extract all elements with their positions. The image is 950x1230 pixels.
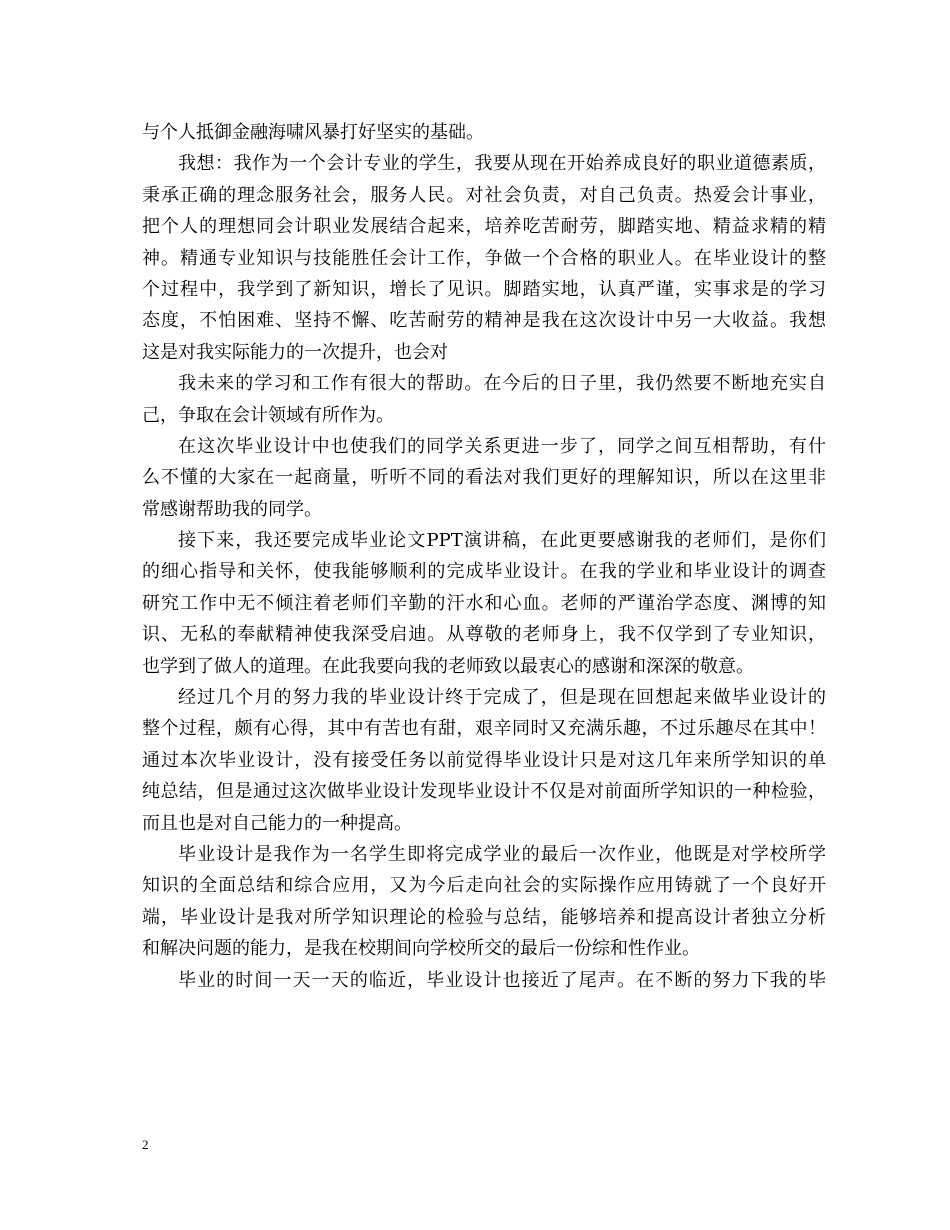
text-line: 态度，不怕困难、坚持不懈、吃苦耐劳的精神是我在这次设计中另一大收益。我想: [142, 310, 826, 332]
text-line: 知识的全面总结和综合应用，又为今后走向社会的实际操作应用铸就了一个良好开: [142, 875, 826, 897]
text-line: 神。精通专业知识与技能胜任会计工作，争做一个合格的职业人。在毕业设计的整: [142, 247, 826, 269]
text-line: 我想：我作为一个会计专业的学生，我要从现在开始养成良好的职业道德素质，: [178, 153, 826, 175]
page-number: 2: [142, 1137, 149, 1152]
text-line: 毕业的时间一天一天的临近，毕业设计也接近了尾声。在不断的努力下我的毕: [178, 969, 826, 991]
text-line: 的细心指导和关怀，使我能够顺利的完成毕业设计。在我的学业和毕业设计的调查: [142, 561, 826, 583]
text-line: 经过几个月的努力我的毕业设计终于完成了，但是现在回想起来做毕业设计的: [178, 687, 826, 709]
text-line: 这是对我实际能力的一次提升，也会对: [142, 341, 448, 363]
text-line: 和解决问题的能力，是我在校期间向学校所交的最后一份综和性作业。: [142, 938, 700, 960]
text-line: 么不懂的大家在一起商量，听听不同的看法对我们更好的理解知识，所以在这里非: [142, 467, 826, 489]
text-line: 纯总结，但是通过这次做毕业设计发现毕业设计不仅是对前面所学知识的一种检验，: [142, 781, 826, 803]
text-line: 我未来的学习和工作有很大的帮助。在今后的日子里，我仍然要不断地充实自: [178, 373, 826, 395]
text-line: 通过本次毕业设计，没有接受任务以前觉得毕业设计只是对这几年来所学知识的单: [142, 749, 826, 771]
text-line: 识、无私的奉献精神使我深受启迪。从尊敬的老师身上，我不仅学到了专业知识，: [142, 624, 826, 646]
text-line: 秉承正确的理念服务社会，服务人民。对社会负责，对自己负责。热爱会计事业，: [142, 184, 826, 206]
text-line: 研究工作中无不倾注着老师们辛勤的汗水和心血。老师的严谨治学态度、渊博的知: [142, 592, 826, 614]
body-text: [142, 117, 826, 996]
text-line: 毕业设计是我作为一名学生即将完成学业的最后一次作业，他既是对学校所学: [178, 843, 826, 865]
text-line: 也学到了做人的道理。在此我要向我的老师致以最衷心的感谢和深深的敬意。: [142, 655, 754, 677]
text-line: 端，毕业设计是我对所学知识理论的检验与总结，能够培养和提高设计者独立分析: [142, 906, 826, 928]
text-line: 常感谢帮助我的同学。: [142, 498, 322, 520]
text-line: 而且也是对自己能力的一种提高。: [142, 812, 412, 834]
text-line: 己，争取在会计领域有所作为。: [142, 404, 394, 426]
text-line: 与个人抵御金融海啸风暴打好坚实的基础。: [142, 122, 484, 143]
text-line: 把个人的理想同会计职业发展结合起来，培养吃苦耐劳，脚踏实地、精益求精的精: [142, 216, 826, 238]
text-line: 接下来，我还要完成毕业论文PPT演讲稿，在此更要感谢我的老师们，是你们: [178, 530, 826, 552]
text-line: 整个过程，颇有心得，其中有苦也有甜，艰辛同时又充满乐趣，不过乐趣尽在其中！: [142, 718, 826, 740]
text-line: 在这次毕业设计中也使我们的同学关系更进一步了，同学之间互相帮助，有什: [178, 435, 826, 457]
text-line: 个过程中，我学到了新知识，增长了见识。脚踏实地，认真严谨，实事求是的学习: [142, 278, 826, 300]
